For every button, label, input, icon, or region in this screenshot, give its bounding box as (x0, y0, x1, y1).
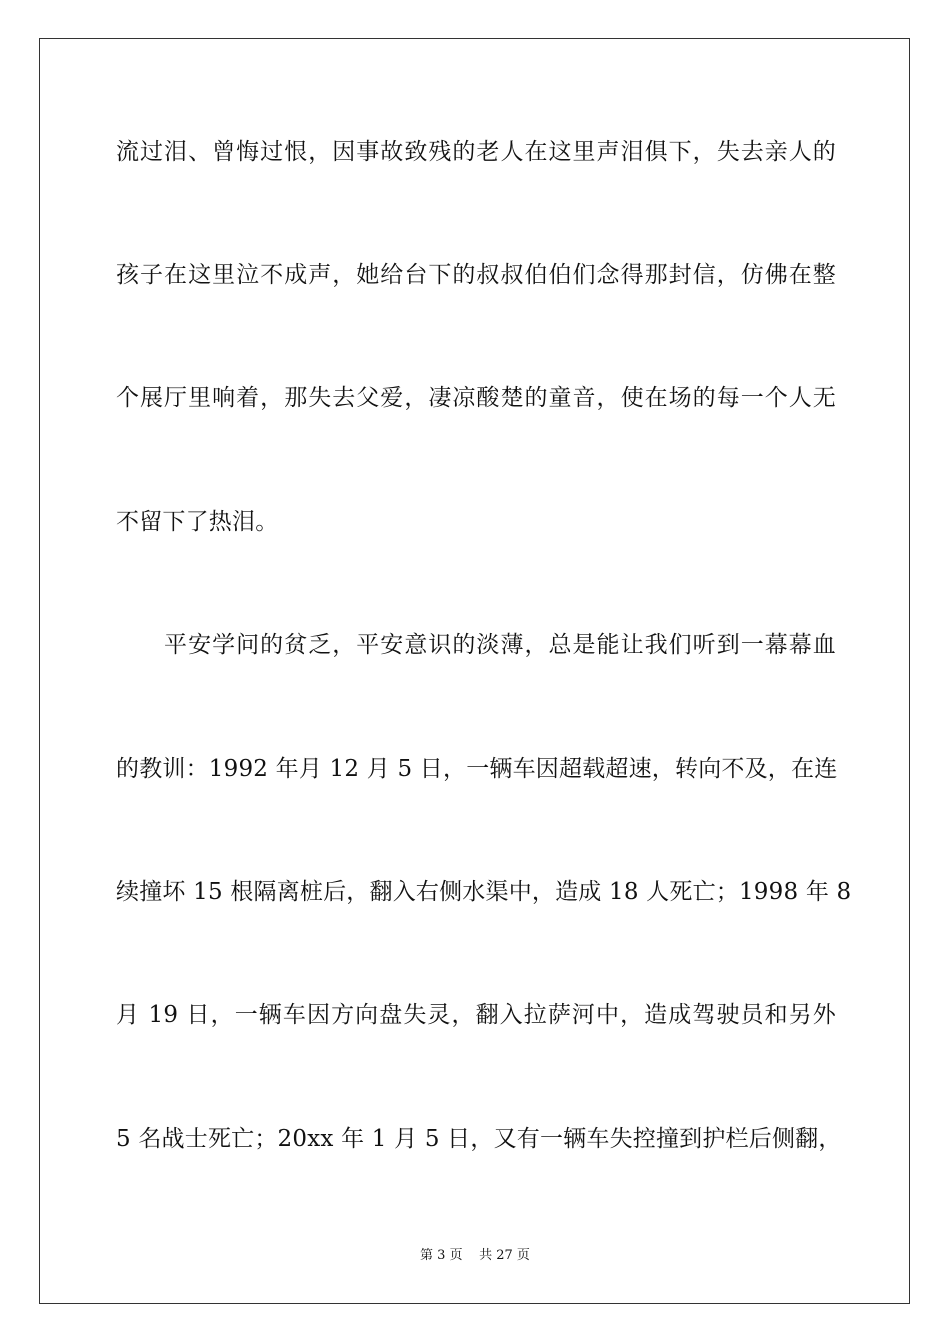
text-line-2: 孩子在这里泣不成声，她给台下的叔叔伯伯们念得那封信，仿佛在整 (116, 262, 836, 288)
text-line-6: 的教训：1992 年月 12 月 5 日，一辆车因超载超速，转向不及，在连 (116, 756, 838, 782)
text-line-4: 不留下了热泪。 (116, 509, 279, 535)
text-line-8: 月 19 日，一辆车因方向盘失灵，翻入拉萨河中，造成驾驶员和另外 (116, 1002, 836, 1028)
page-frame (39, 38, 910, 1304)
text-line-9: 5 名战士死亡；20xx 年 1 月 5 日，又有一辆车失控撞到护栏后侧翻， (116, 1126, 842, 1152)
text-line-5: 平安学问的贫乏，平安意识的淡薄，总是能让我们听到一幕幕血 (116, 632, 836, 658)
page-total: 共 27 页 (479, 1248, 530, 1263)
page-footer (0, 1247, 950, 1265)
text-line-1: 流过泪、曾悔过恨，因事故致残的老人在这里声泪俱下，失去亲人的 (116, 139, 836, 165)
page-number: 第 3 页 (420, 1248, 463, 1263)
text-line-7: 续撞坏 15 根隔离桩后，翻入右侧水渠中，造成 18 人死亡；1998 年 8 (116, 879, 852, 905)
text-line-3: 个展厅里响着，那失去父爱，凄凉酸楚的童音，使在场的每一个人无 (116, 385, 836, 411)
